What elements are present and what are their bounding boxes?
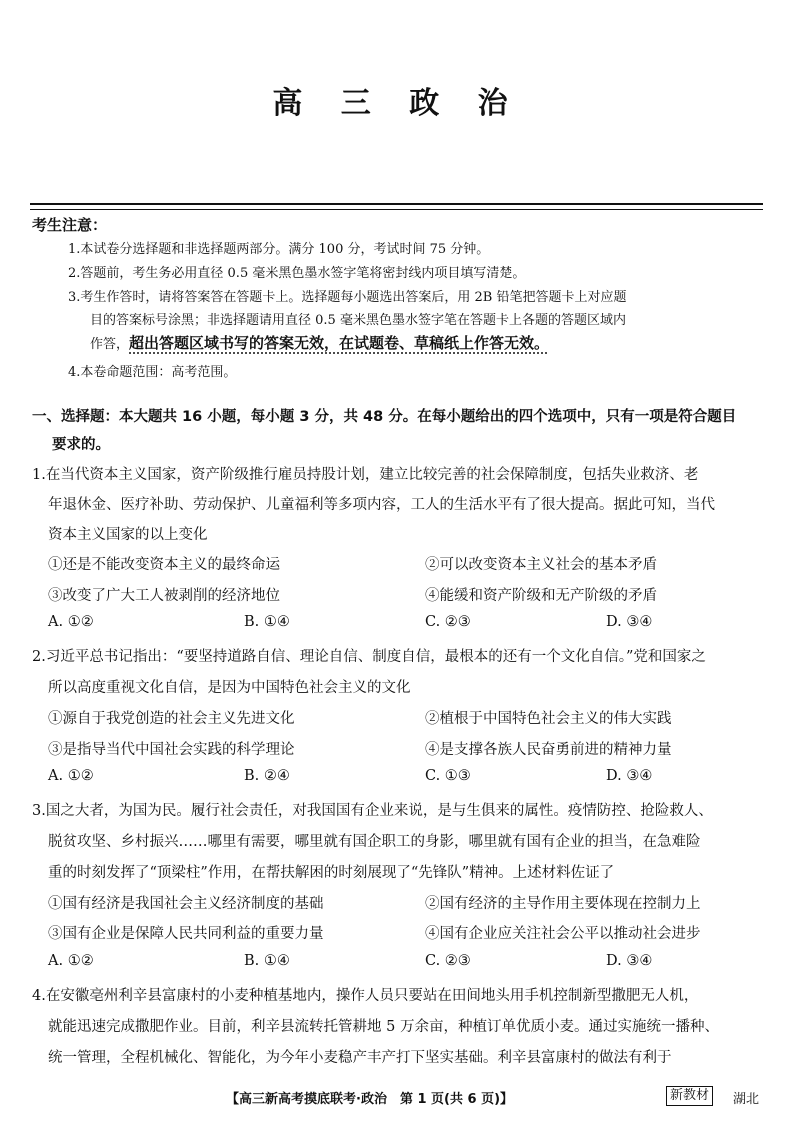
- question-1-line1: 1.在当代资本主义国家，资产阶级推行雇员持股计划，建立比较完善的社会保障制度，包括失业救济、老: [32, 467, 699, 483]
- question-1-statement-2: ②可以改变资本主义社会的基本矛盾: [425, 557, 657, 573]
- question-2-statement-4: ④是支撑各族人民奋勇前进的精神力量: [425, 742, 672, 758]
- question-2-choice-b: B. ②④: [244, 768, 290, 784]
- notice-heading: 考生注意：: [32, 216, 108, 234]
- question-1-statement-4: ④能缓和资产阶级和无产阶级的矛盾: [425, 588, 657, 604]
- notice-emphasis: 超出答题区域书写的答案无效，在试题卷、草稿纸上作答无效。: [129, 334, 550, 352]
- question-1-choice-b: B. ①④: [244, 614, 290, 630]
- page-footer: 【高三新高考摸底联考·政治 第 1 页(共 6 页)】: [226, 1092, 514, 1107]
- question-4-line2: 就能迅速完成撒肥作业。目前，利辛县流转托管耕地 5 万余亩，种植订单优质小麦。通过实施统一播种、: [48, 1019, 719, 1035]
- question-2-choice-c: C. ①③: [425, 768, 471, 784]
- question-4-line1: 4.在安徽亳州利辛县富康村的小麦种植基地内，操作人员只要站在田间地头用手机控制新型撒肥无人机，: [32, 988, 699, 1004]
- notice-item-3-line1: 3.考生作答时，请将答案答在答题卡上。选择题每小题选出答案后，用 2B 铅笔把答题卡上对应题: [68, 290, 627, 305]
- question-2-line1: 2.习近平总书记指出：“要坚持道路自信、理论自信、制度自信，最根本的还有一个文化自信。”党和国家之: [32, 649, 706, 665]
- question-3-line2: 脱贫攻坚、乡村振兴……哪里有需要，哪里就有国企职工的身影，哪里就有国有企业的担当，在急难险: [48, 834, 701, 850]
- notice-item-4: 4.本卷命题范围：高考范围。: [68, 365, 237, 380]
- question-2-statement-3: ③是指导当代中国社会实践的科学理论: [48, 742, 295, 758]
- question-1-choice-d: D. ③④: [606, 614, 653, 630]
- question-3-line1: 3.国之大者，为国为民。履行社会责任，对我国国有企业来说，是与生俱来的属性。疫情防控、抢险救人、: [32, 803, 713, 819]
- section-heading-line2: 要求的。: [52, 437, 110, 453]
- question-3-choice-b: B. ①④: [244, 953, 290, 969]
- notice-item-3-line3: [90, 332, 549, 353]
- question-2-line2: 所以高度重视文化自信，是因为中国特色社会主义的文化: [48, 680, 411, 696]
- notice-item-2: 2.答题前，考生务必用直径 0.5 毫米黑色墨水签字笔将密封线内项目填写清楚。: [68, 266, 526, 281]
- edition-badge: 新教材: [666, 1086, 713, 1106]
- section-heading-line1: 一、选择题：本大题共 16 小题，每小题 3 分，共 48 分。在每小题给出的四个选项中，只有一项是符合题目: [32, 409, 737, 425]
- notice-item-3-line2: 目的答案标号涂黑；非选择题请用直径 0.5 毫米黑色墨水签字笔在答题卡上各题的答题区域内: [90, 313, 626, 328]
- question-1-line3: 资本主义国家的以上变化: [48, 527, 208, 543]
- question-1-line2: 年退休金、医疗补助、劳动保护、儿童福利等多项内容，工人的生活水平有了很大提高。据此可知，当代: [48, 497, 715, 513]
- divider-thick: [30, 203, 763, 205]
- question-2-choice-a: A. ①②: [48, 768, 94, 784]
- question-3-statement-4: ④国有企业应关注社会公平以推动社会进步: [425, 926, 701, 942]
- page-title: 高 三 政 治: [272, 86, 522, 121]
- question-2-choice-d: D. ③④: [606, 768, 653, 784]
- question-3-statement-2: ②国有经济的主导作用主要体现在控制力上: [425, 896, 701, 912]
- notice-item-3-prefix: 作答，: [90, 337, 130, 352]
- question-2-statement-1: ①源自于我党创造的社会主义先进文化: [48, 711, 295, 727]
- region-label: 湖北: [733, 1092, 760, 1107]
- question-3-statement-1: ①国有经济是我国社会主义经济制度的基础: [48, 896, 324, 912]
- question-3-line3: 重的时刻发挥了“顶梁柱”作用，在帮扶解困的时刻展现了“先锋队”精神。上述材料佐证了: [48, 865, 615, 881]
- question-4-line3: 统一管理，全程机械化、智能化，为今年小麦稳产丰产打下坚实基础。利辛县富康村的做法有利于: [48, 1050, 672, 1066]
- question-3-choice-c: C. ②③: [425, 953, 471, 969]
- question-1-statement-3: ③改变了广大工人被剥削的经济地位: [48, 588, 280, 604]
- notice-item-1: 1.本试卷分选择题和非选择题两部分。满分 100 分，考试时间 75 分钟。: [68, 242, 490, 257]
- question-1-choice-c: C. ②③: [425, 614, 471, 630]
- question-3-choice-d: D. ③④: [606, 953, 653, 969]
- question-1-statement-1: ①还是不能改变资本主义的最终命运: [48, 557, 280, 573]
- question-3-choice-a: A. ①②: [48, 953, 94, 969]
- question-2-statement-2: ②植根于中国特色社会主义的伟大实践: [425, 711, 672, 727]
- question-3-statement-3: ③国有企业是保障人民共同利益的重要力量: [48, 926, 324, 942]
- question-1-choice-a: A. ①②: [48, 614, 94, 630]
- divider-thin: [30, 209, 763, 210]
